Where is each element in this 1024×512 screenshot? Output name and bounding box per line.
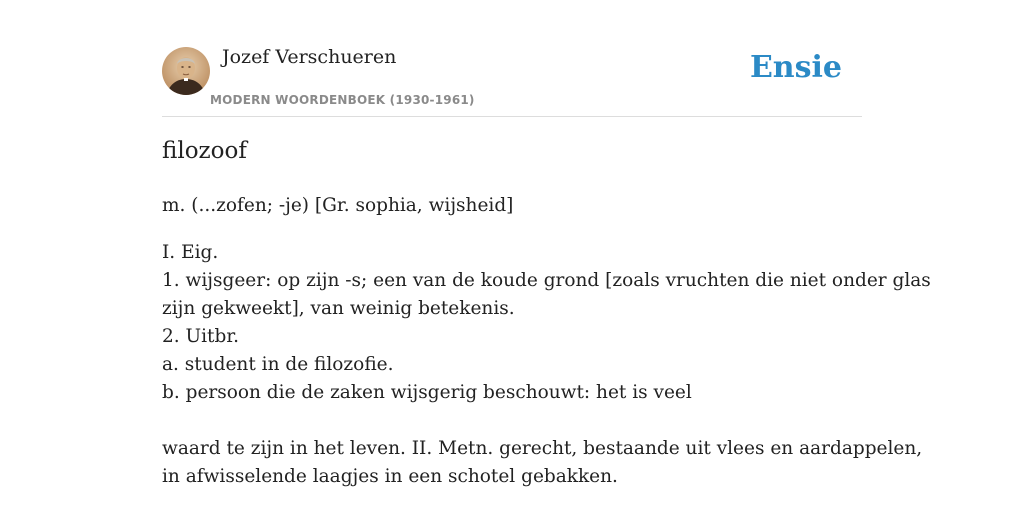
- definition-line: 1. wijsgeer: op zijn -s; een van de koude grond [zoals vruchten die niet onder glas: [162, 270, 931, 291]
- definition-line: b. persoon die de zaken wijsgerig beschouwt: het is veel: [162, 382, 692, 403]
- entry-body: [162, 192, 931, 491]
- author-avatar[interactable]: [162, 47, 210, 95]
- definition-line: a. student in de filozofie.: [162, 354, 394, 375]
- definition-line: I. Eig.: [162, 242, 219, 263]
- header: [162, 44, 862, 117]
- source-label[interactable]: MODERN WOORDENBOEK (1930-1961): [210, 93, 475, 107]
- brand-logo[interactable]: Ensie: [749, 50, 842, 85]
- author-name[interactable]: Jozef Verschueren: [222, 46, 397, 68]
- entry-grammar: m. (...zofen; -je) [Gr. sophia, wijsheid]: [162, 195, 514, 216]
- definition-line: zijn gekweekt], van weinig betekenis.: [162, 298, 515, 319]
- definition-line: 2. Uitbr.: [162, 326, 240, 347]
- definition-line: waard te zijn in het leven. II. Metn. gerecht, bestaande uit vlees en aardappelen,: [162, 438, 923, 459]
- definition-line: in afwisselende laagjes in een schotel gebakken.: [162, 466, 618, 487]
- entry-headword: filozoof: [162, 138, 247, 164]
- author-portrait-icon: [162, 47, 210, 95]
